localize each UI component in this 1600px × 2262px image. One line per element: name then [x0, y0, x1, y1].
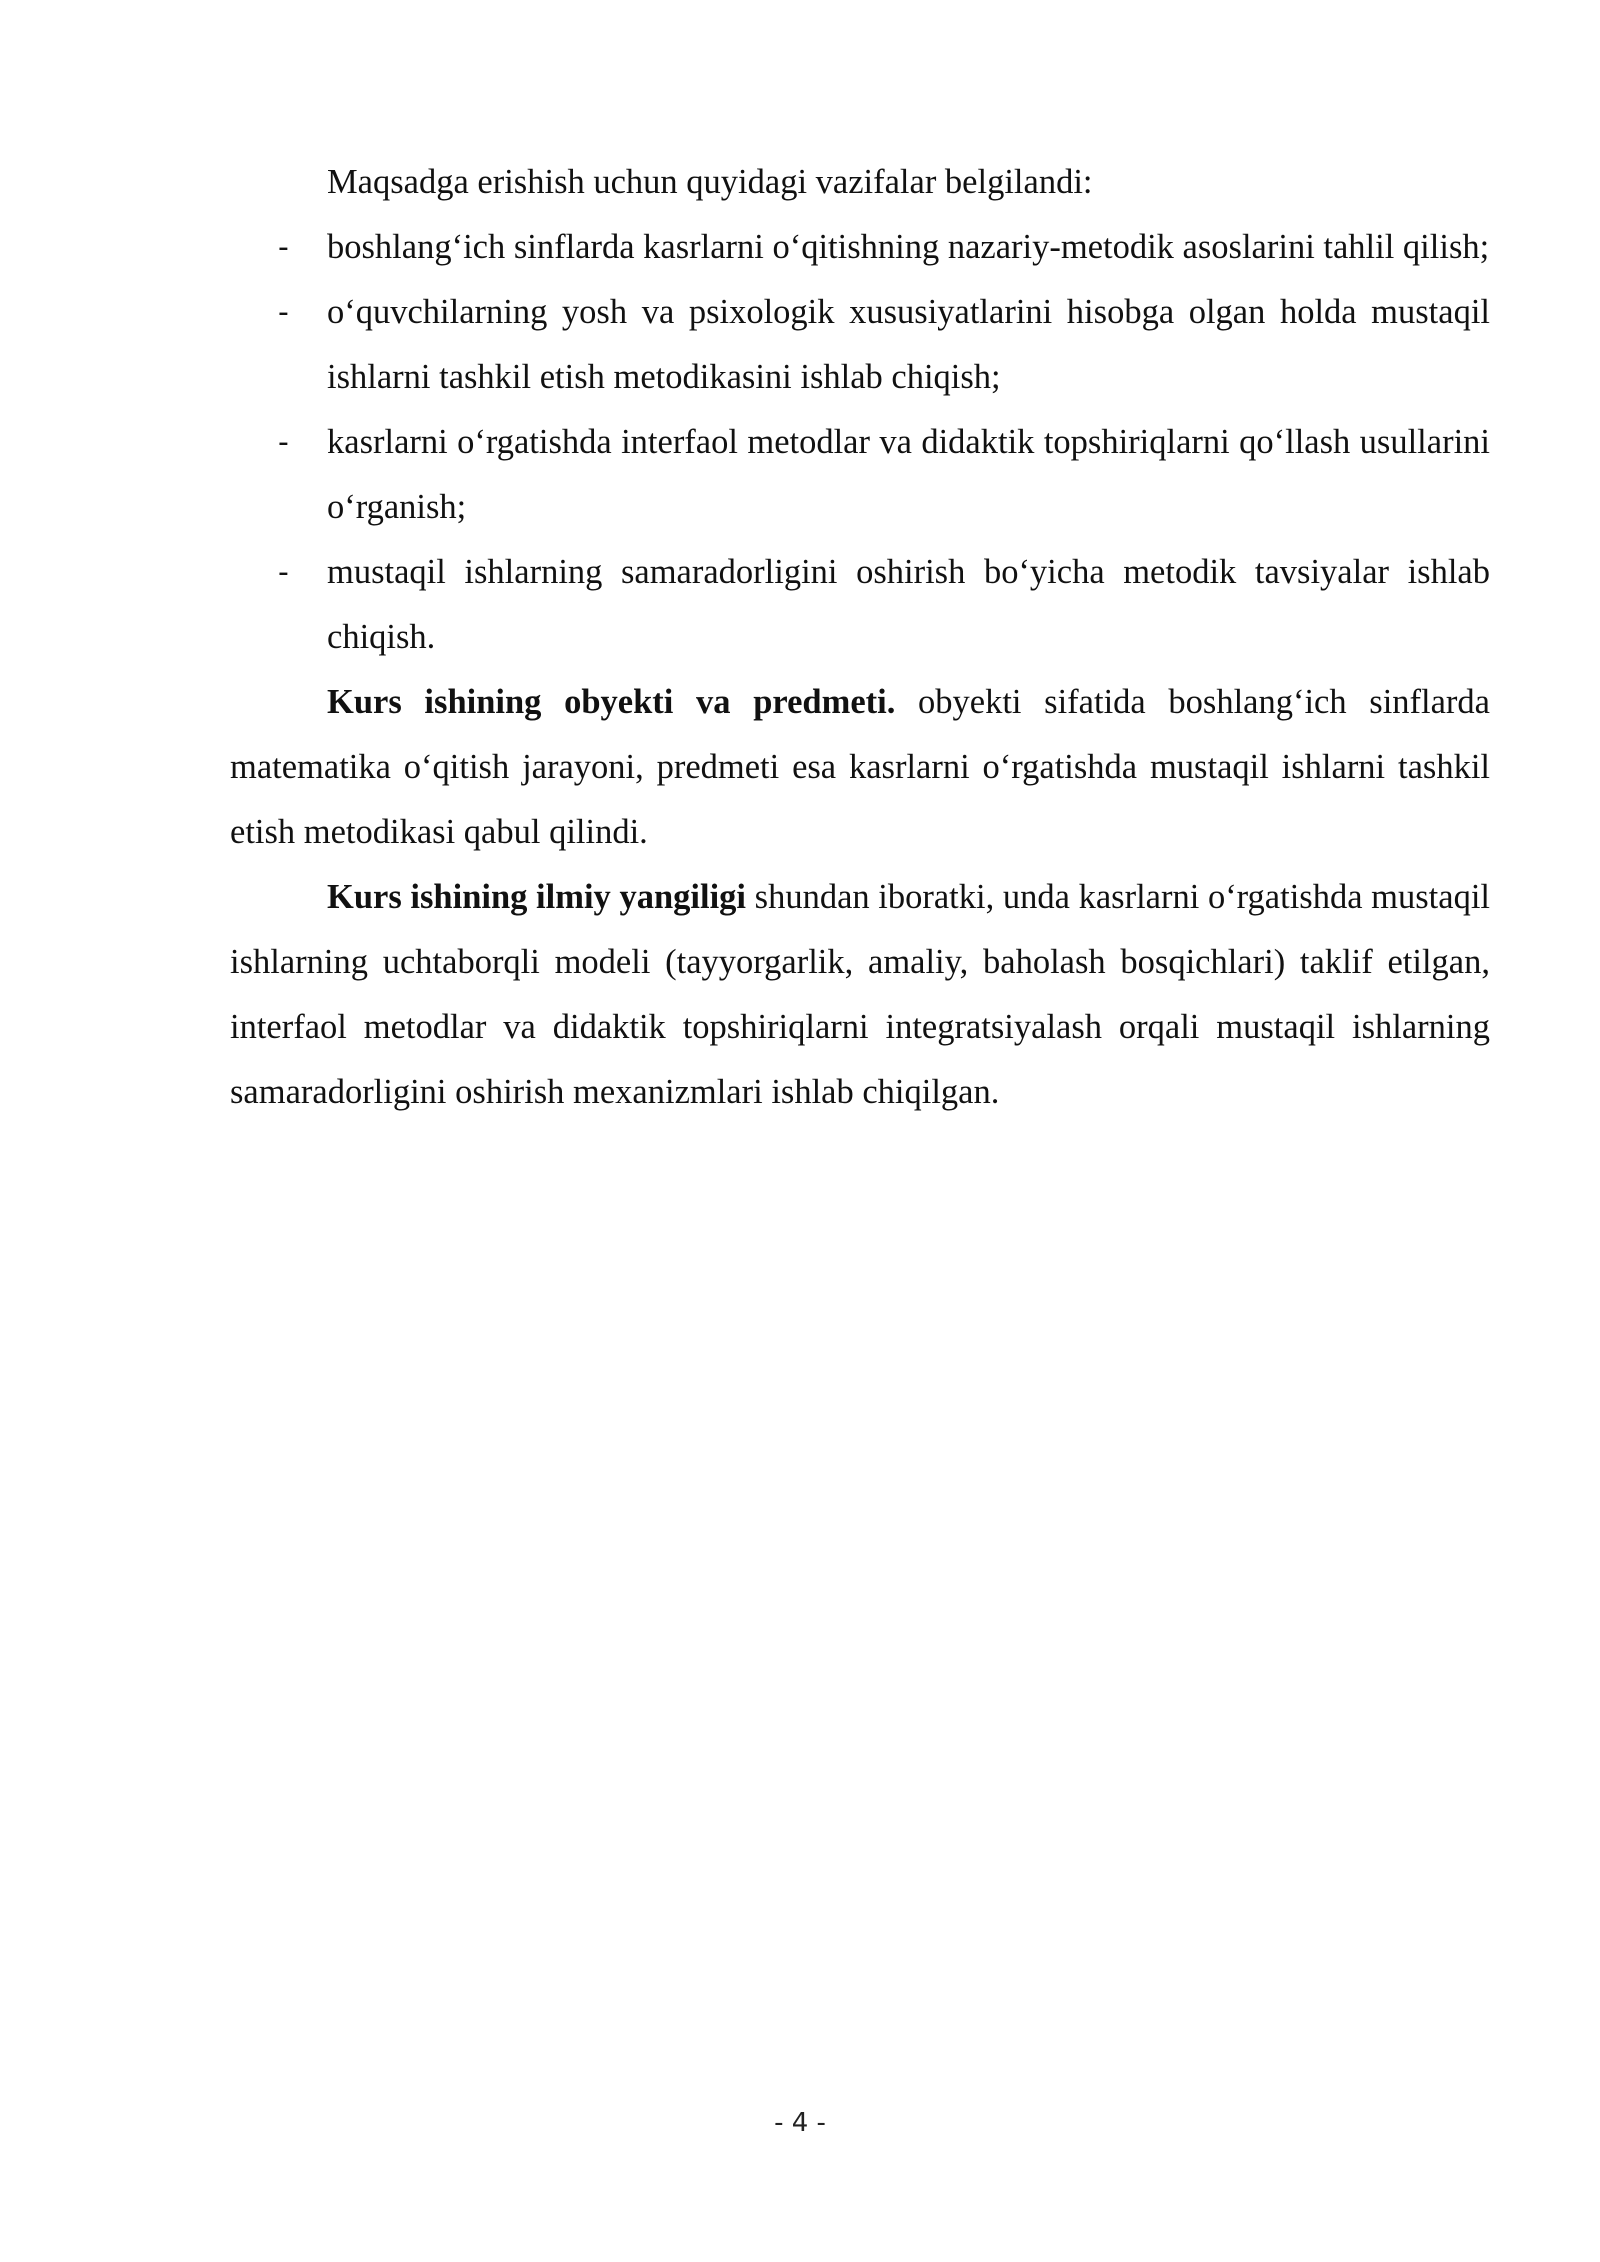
task-item: [230, 410, 1490, 540]
list-dash-marker: -: [278, 230, 289, 265]
task-item: [230, 215, 1490, 280]
task-item: [230, 280, 1490, 410]
task-text: kasrlarni o‘rgatishda interfaol metodlar va didaktik topshiriqlarni qo‘llash usullarini o‘rganish;: [327, 423, 1490, 526]
scientific-novelty-paragraph: [230, 865, 1490, 1125]
list-dash-marker: -: [278, 555, 289, 590]
scientific-novelty-text: shundan iboratki, unda kasrlarni o‘rgatishda mustaqil ishlarning uchtaborqli modeli (tayyorgarlik, amaliy, baholash bosqichlari) taklif etilgan, interfaol metodlar va didaktik topshiriqlarni integratsiyalash orqali mustaqil ishlarning samaradorligini oshirish mexanizmlari ishlab chiqilgan.: [230, 878, 1491, 1111]
body-text: [230, 150, 1490, 1125]
object-subject-heading: Kurs ishining obyekti va predmeti.: [327, 683, 896, 721]
tasks-intro: Maqsadga erishish uchun quyidagi vazifalar belgilandi:: [327, 163, 1093, 201]
scientific-novelty-heading: Kurs ishining ilmiy yangiligi: [327, 878, 746, 916]
task-item: [230, 540, 1490, 670]
list-dash-marker: -: [278, 425, 289, 460]
object-subject-paragraph: [230, 670, 1490, 865]
page-number: - 4 -: [774, 2108, 826, 2138]
object-subject-text: obyekti sifatida boshlang‘ich sinflarda matematika o‘qitish jarayoni, predmeti esa kasrlarni o‘rgatishda mustaqil ishlarni tashkil etish metodikasi qabul qilindi.: [230, 683, 1490, 851]
list-dash-marker: -: [278, 295, 289, 330]
task-text: mustaqil ishlarning samaradorligini oshirish bo‘yicha metodik tavsiyalar ishlab chiqish.: [327, 553, 1490, 656]
tasks-list: [230, 215, 1490, 670]
task-text: o‘quvchilarning yosh va psixologik xususiyatlarini hisobga olgan holda mustaqil ishlarni tashkil etish metodikasini ishlab chiqish;: [327, 293, 1490, 396]
task-text: boshlang‘ich sinflarda kasrlarni o‘qitishning nazariy-metodik asoslarini tahlil qilish;: [327, 228, 1490, 266]
